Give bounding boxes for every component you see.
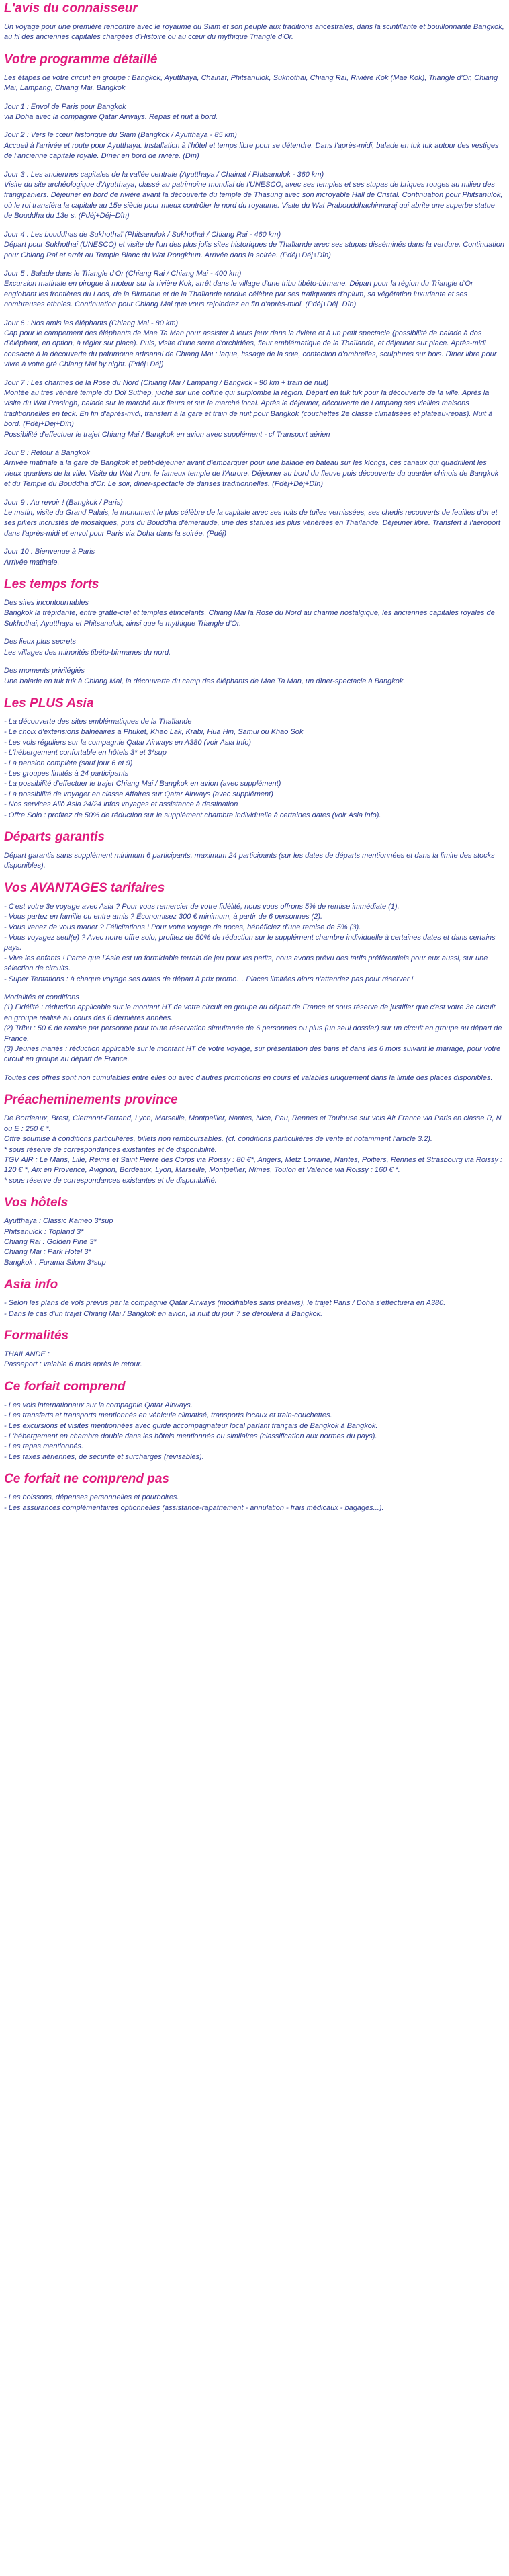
text-line: - Les assurances complémentaires optionnelles (assistance-rapatriement - annulation - frais médicaux - bagages...). [4,1503,384,1512]
text-line: via Doha avec la compagnie Qatar Airways. Repas et nuit à bord. [4,113,218,122]
text-line: Bangkok : Furama Silom 3*sup [4,1258,106,1267]
paragraph [4,717,505,821]
text-line: - Vous voyagez seul(e) ? Avec notre offre solo, profitez de 50% de réduction sur le supplément chambre individuelle à certaines dates et dans certains pays. [4,933,496,952]
paragraph [4,22,505,43]
section-heading: Votre programme détaillé [4,52,158,67]
text-line: - Offre Solo : profitez de 50% de réduction sur le supplément chambre individuelle à certaines dates (voir Asia info). [4,811,381,819]
section-ce-forfait-comprend [4,1380,505,1462]
paragraph [4,448,505,490]
section-heading: L'avis du connaisseur [4,1,138,15]
paragraph [4,1216,505,1268]
text-line: Phitsanulok : Topland 3* [4,1227,84,1236]
text-line: Jour 10 : Bienvenue à Paris [4,548,95,556]
text-line: (2) Tribu : 50 € de remise par personne pour toute réservation simultanée de 6 personnes ou plus (un seul dossier) sur un circuit en groupe au départ de France. [4,1024,502,1043]
text-line: Départ garantis sans supplément minimum 6 participants, maximum 24 participants (sur les dates de départs mentionnées et dans la limite des stocks disponibles). [4,851,495,870]
text-line: - Les vols internationaux sur la compagnie Qatar Airways. [4,1401,193,1409]
text-line: - Les transferts et transports mentionnés en véhicule climatisé, transports locaux et train-couchettes. [4,1411,332,1420]
section-formalites [4,1329,505,1370]
text-line: Jour 6 : Nos amis les éléphants (Chiang Mai - 80 km) [4,319,179,327]
text-line: Jour 4 : Les bouddhas de Sukhothaï (Phitsanulok / Sukhothaï / Chiang Rai - 460 km) [4,230,281,239]
text-line: Jour 9 : Au revoir ! (Bangkok / Paris) [4,498,123,507]
text-line: * sous réserve de correspondances existantes et de disponibilité. [4,1145,217,1154]
text-line: - L'hébergement en chambre double dans les hôtels mentionnés ou similaires (classification aux normes du pays). [4,1432,377,1440]
section-les-plus-asia [4,696,505,821]
paragraph [4,170,505,222]
text-line: - La possibilité d'effectuer le trajet Chiang Mai / Bangkok en avion (avec supplément) [4,780,281,788]
text-line: Possibilité d'effectuer le trajet Chiang Mai / Bangkok en avion avec supplément - cf Transport aérien [4,430,330,439]
paragraph [4,1349,505,1370]
paragraph [4,102,505,123]
text-line: Chiang Rai : Golden Pine 3* [4,1237,97,1246]
text-line: - C'est votre 3e voyage avec Asia ? Pour vous remercier de votre fidélité, nous vous offrons 5% de remise immédiate (1). [4,902,400,911]
section-departs-garantis [4,830,505,872]
text-line: - Vous partez en famille ou entre amis ? Économisez 300 € minimum, à partir de 6 personnes (2). [4,913,323,921]
text-line: - Les excursions et visites mentionnées avec guide accompagnateur local parlant français de Bangkok à Bangkok. [4,1421,378,1430]
paragraph [4,666,505,687]
paragraph [4,1401,505,1462]
text-line: - Vous venez de vous marier ? Félicitations ! Pour votre voyage de noces, bénéficiez d'une remise de 5% (3). [4,923,361,931]
text-line: Des lieux plus secrets [4,638,76,647]
text-line: - Les boissons, dépenses personnelles et pourboires. [4,1493,179,1502]
paragraph [4,1298,505,1319]
text-line: - La pension complète (sauf jour 6 et 9) [4,759,133,767]
section-ce-forfait-ne-comprend-pas [4,1472,505,1513]
text-line: Un voyage pour une première rencontre avec le royaume du Siam et son peuple aux traditions ancestrales, dans la scintillante et bouillonnante Bangkok, au fil des anciennes capitales chargées d'Histoire ou au cœur du mythique Triangle d'Or. [4,23,504,42]
section-heading: Asia info [4,1278,58,1292]
text-line: Modalités et conditions [4,993,79,1002]
text-line: De Bordeaux, Brest, Clermont-Ferrand, Lyon, Marseille, Montpellier, Nantes, Nice, Pau, Rennes et Toulouse sur vols Air France via Paris en classe R, N ou E : 250 € *. [4,1114,502,1133]
text-line: - Le choix d'extensions balnéaires à Phuket, Khao Lak, Krabi, Hua Hin, Samui ou Khao Sok [4,728,304,737]
text-line: Jour 3 : Les anciennes capitales de la vallée centrale (Ayutthaya / Chainat / Phitsanulok - 360 km) [4,170,324,179]
text-line: - Super Tentations : à chaque voyage ses dates de départ à prix promo… Places limitées alors n'attendez pas pour réserver ! [4,974,414,983]
paragraph [4,230,505,261]
text-line: - Nos services Allô Asia 24/24 infos voyages et assistance à destination [4,800,238,809]
paragraph [4,993,505,1065]
text-line: TGV AIR : Le Mans, Lille, Reims et Saint Pierre des Corps via Roissy : 80 €*, Angers, Metz Lorraine, Nantes, Poitiers, Rennes et Strasbourg via Roissy : 120 € *, Aix en Provence, Avignon, Bordeaux, Lyon, Marseille, Montpellier, Nîmes, Toulon et Valence via Roissy : 160 € *. [4,1155,502,1175]
section-asia-info [4,1278,505,1319]
section-les-temps-forts [4,577,505,687]
text-line: Des sites incontournables [4,599,89,608]
section-preacheminements-province [4,1093,505,1186]
section-heading: Ce forfait comprend [4,1379,126,1394]
text-line: Ayutthaya : Classic Kameo 3*sup [4,1217,113,1226]
paragraph [4,902,505,985]
text-line: Jour 5 : Balade dans le Triangle d'Or (Chiang Rai / Chiang Mai - 400 km) [4,269,242,278]
paragraph [4,378,505,440]
text-line: Arrivée matinale à la gare de Bangkok et petit-déjeuner avant d'embarquer pour une balade en bateau sur les klongs, ces canaux qui quadrillent les vieux quartiers de la ville. Visite du Wat Arun, le fameux temple de l'Aurore. Déjeuner au bord du fleuve puis découverte du quartier chinois de Bangkok et du Temple du Bouddha d'Or. Le soir, dîner-spectacle de danses traditionnelles. (Pdéj+Déj+Dîn) [4,459,499,489]
section-heading: Vos AVANTAGES tarifaires [4,880,165,895]
text-line: * sous réserve de correspondances existantes et de disponibilité. [4,1176,217,1185]
section-heading: Les temps forts [4,577,99,592]
text-line: Une balade en tuk tuk à Chiang Mai, la découverte du camp des éléphants de Mae Ta Man, un dîner-spectacle à Bangkok. [4,677,406,685]
paragraph [4,547,505,568]
text-line: Départ pour Sukhothai (UNESCO) et visite de l'un des plus jolis sites historiques de Thaïlande avec ses stupas disséminés dans la verdure. Continuation pour Chiang Rai et arrêt au Temple Blanc du Wat Rongkhun. Arrivée dans la soirée. (Pdéj+Déj+Dîn) [4,241,504,259]
section-votre-programme-detaille [4,52,505,568]
text-line: - Les groupes limités à 24 participants [4,769,129,778]
paragraph [4,269,505,310]
text-line: Des moments privilégiés [4,667,85,675]
text-line: Visite du site archéologique d'Ayutthaya, classé au patrimoine mondial de l'UNESCO, avec ses temples et ses stupas de briques rouges au milieu des frangipaniers. Déjeuner en bord de rivière avant la découverte du temple de Thasung avec son incroyable Hall de Cristal. Continuation pour Phitsanulok, où le roi transféra la capitale au 15e siècle pour mieux contrôler le nord du royaume. Visite du Wat Prabouddhachinnaraj qui abrite une superbe statue de Bouddha du 13e s. (Pdéj+Déj+Dîn) [4,181,503,220]
text-line: Chiang Mai : Park Hotel 3* [4,1248,91,1257]
text-line: Accueil à l'arrivée et route pour Ayutthaya. Installation à l'hôtel et temps libre pour se détendre. Dans l'après-midi, balade en tuk tuk autour des vestiges de l'ancienne capitale royale. Dîner en bord de rivière. (Dîn) [4,141,499,161]
text-line: Jour 7 : Les charmes de la Rose du Nord (Chiang Mai / Lampang / Bangkok - 90 km + train de nuit) [4,378,329,387]
section-heading: Les PLUS Asia [4,696,94,710]
text-line: Offre soumise à conditions particulières, billets non remboursables. (cf. conditions particulières de vente et notamment l'article 3.2). [4,1135,432,1144]
text-line: Toutes ces offres sont non cumulables entre elles ou avec d'autres promotions en cours et valables uniquement dans la limite des places disponibles. [4,1073,493,1082]
text-line: Le matin, visite du Grand Palais, le monument le plus célèbre de la capitale avec ses toits de tuiles vernissées, ses chedis recouverts de feuilles d'or et ses piliers incrustés de mosaïques, puis du Bouddha d'émeraude, une des statues les plus vénérées en Thaïlande. Déjeuner libre. Transfert à l'aéroport dans l'après-midi et envol pour Paris via Doha dans la soirée. (Pdéj) [4,509,500,538]
paragraph [4,1493,505,1513]
section-vos-avantages-tarifaires [4,881,505,1084]
text-line: - L'hébergement confortable en hôtels 3* et 3*sup [4,749,167,757]
paragraph [4,319,505,370]
section-l-avis-du-connaisseur [4,1,505,43]
section-heading: Préacheminements province [4,1093,178,1108]
text-line: Montée au très vénéré temple du Doï Suthep, juché sur une colline qui surplombe la région. Départ en tuk tuk pour la découverte de la ville. Après la visite du Wat Prasingh, balade sur le marché aux fleurs et sur le marché local. Après le déjeuner, découverte de Lampang ses vieilles maisons traditionnelles en teck. En fin d'après-midi, transfert à la gare et train de nuit pour Bangkok (couchettes 2e classe climatisées et plateau-repas). Nuit à bord. (Pdéj+Déj+Dîn) [4,388,493,429]
paragraph [4,73,505,94]
text-line: (1) Fidélité : réduction applicable sur le montant HT de votre circuit en groupe au départ de France et sous réserve de justifier que c'est votre 3e circuit en groupe réalisé au cours des 6 dernières années. [4,1003,496,1022]
section-heading: Vos hôtels [4,1196,68,1210]
text-line: - La possibilité de voyager en classe Affaires sur Qatar Airways (avec supplément) [4,790,273,798]
text-line: Jour 2 : Vers le cœur historique du Siam (Bangkok / Ayutthaya - 85 km) [4,131,237,140]
paragraph [4,598,505,629]
text-line: Arrivée matinale. [4,558,60,567]
text-line: - Selon les plans de vols prévus par la compagnie Qatar Airways (modifiables sans préavis), le trajet Paris / Doha s'effectuera en A380. [4,1299,446,1308]
paragraph [4,130,505,161]
text-line: Les étapes de votre circuit en groupe : Bangkok, Ayutthaya, Chainat, Phitsanulok, Sukhothai, Chiang Rai, Rivière Kok (Mae Kok), Triangle d'Or, Chiang Mai, Lampang, Chiang Mai, Bangkok [4,73,498,93]
paragraph [4,851,505,872]
text-line: Jour 8 : Retour à Bangkok [4,449,90,457]
text-line: (3) Jeunes mariés : réduction applicable sur le montant HT de votre voyage, sur présentation des bans et dans les 6 mois suivant le mariage, pour votre circuit en groupe au départ de France. [4,1045,501,1064]
text-line: - Les vols réguliers sur la compagnie Qatar Airways en A380 (voir Asia Info) [4,738,252,747]
text-line: - Les taxes aériennes, de sécurité et surcharges (révisables). [4,1452,204,1461]
text-line: Excursion matinale en pirogue à moteur sur la rivière Kok, arrêt dans le village d'une tribu tibéto-birmane. Départ pour la région du Triangle d'Or englobant les frontières du Laos, de la Birmanie et de la Thaïlande rendue célèbre par ses trafiquants d'opium, sa végétation luxuriante et ses nombreuses ethnies. Continuation pour Chiang Mai que vous rejoindrez en fin d'après-midi. (Pdéj+Déj+Dîn) [4,280,473,309]
text-line: - La découverte des sites emblématiques de la Thaïlande [4,717,192,726]
text-line: Cap pour le campement des éléphants de Mae Ta Man pour assister à leurs jeux dans la rivière et à un petit spectacle (possibilité de balade à dos d'éléphant, en option, à régler sur place). Puis, visite d'une serre d'orchidées, fleur emblématique de la Thaïlande, et déjeuner sur place. Après-midi consacré à la découverte du patrimoine artisanal de Chiang Mai : laque, tissage de la soie, confection d'ombrelles, sculptures sur bois. Dîner libre pour vivre à votre gré Chiang Mai by night. (Pdéj+Déj) [4,329,497,369]
text-line: - Les repas mentionnés. [4,1442,84,1451]
paragraph [4,637,505,658]
section-heading: Ce forfait ne comprend pas [4,1472,169,1487]
section-heading: Formalités [4,1328,69,1343]
text-line: Les villages des minorités tibéto-birmanes du nord. [4,648,171,657]
text-line: - Dans le cas d'un trajet Chiang Mai / Bangkok en avion, la nuit du jour 7 se déroulera à Bangkok. [4,1309,323,1318]
section-vos-hotels [4,1196,505,1268]
text-line: THAILANDE : [4,1349,50,1358]
paragraph [4,1073,505,1083]
section-heading: Départs garantis [4,829,105,844]
text-line: Passeport : valable 6 mois après le retour. [4,1360,142,1369]
text-line: Jour 1 : Envol de Paris pour Bangkok [4,102,126,111]
paragraph [4,498,505,540]
text-line: - Vive les enfants ! Parce que l'Asie est un formidable terrain de jeu pour les petits, nous avons prévu des tarifs préférentiels pour eux aussi, sur une sélection de circuits. [4,954,488,973]
text-line: Bangkok la trépidante, entre gratte-ciel et temples étincelants, Chiang Mai la Rose du Nord au charme nostalgique, les anciennes capitales royales de Sukhothai, Ayutthaya et Phitsanulok, ainsi que le mythique Triangle d'Or. [4,609,495,628]
paragraph [4,1114,505,1186]
